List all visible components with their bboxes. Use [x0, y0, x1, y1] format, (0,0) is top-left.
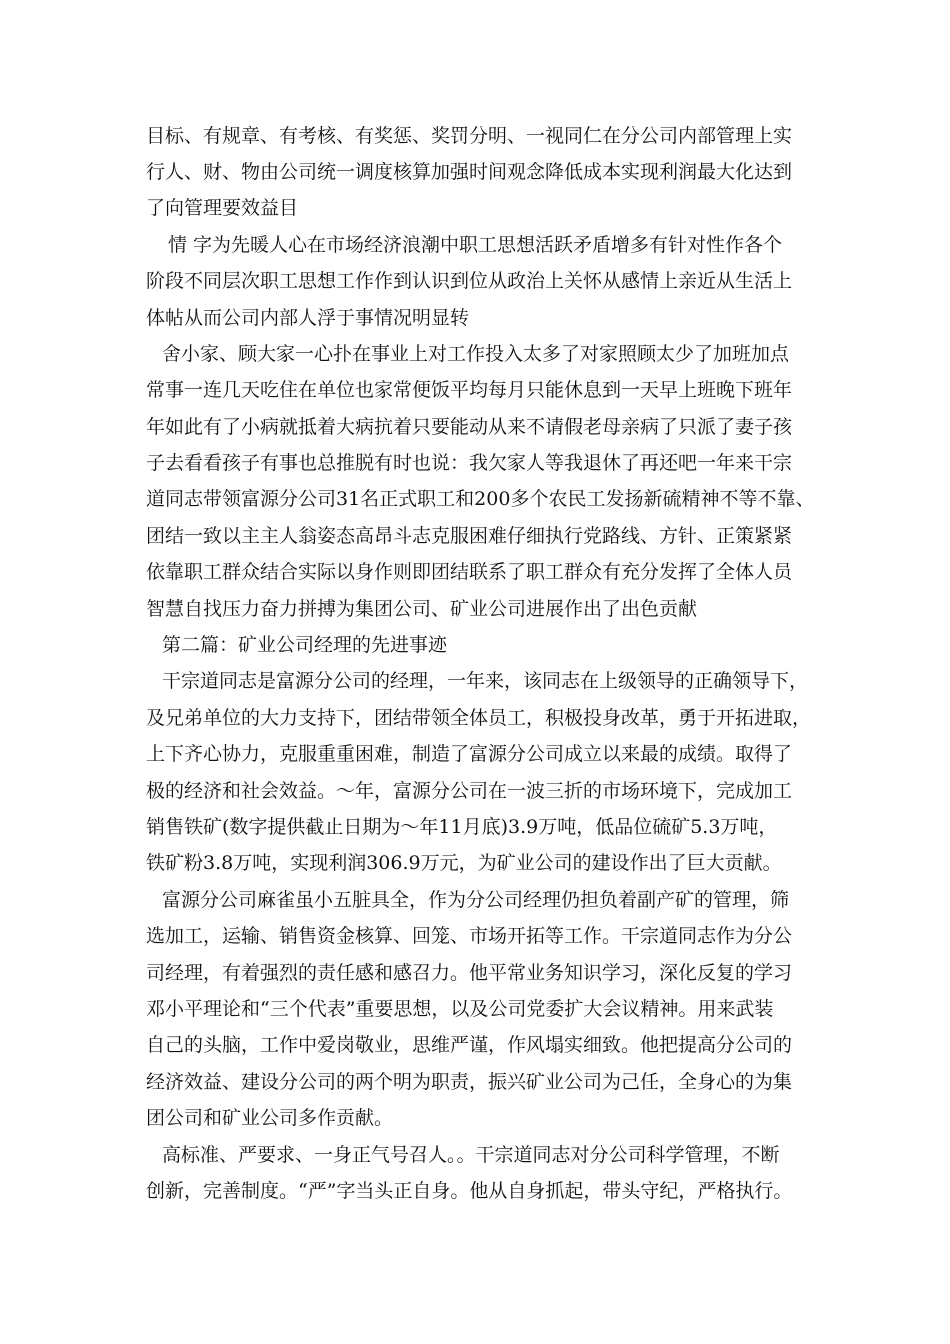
text-line: 上下齐心协力，克服重重困难，制造了富源分公司成立以来最的成绩。取得了	[146, 743, 793, 765]
text-line: 销售铁矿(数字提供截止日期为～年11月底)3.9万吨，低品位硫矿5.3万吨，	[146, 816, 778, 838]
text-line: 舍小家、顾大家一心扑在事业上对工作投入太多了对家照顾太少了加班加点	[162, 343, 790, 365]
text-line: 阶段不同层次职工思想工作作到认识到位从政治上关怀从感情上亲近从生活上	[146, 270, 793, 292]
text-line: 智慧自找压力奋力拼搏为集团公司、矿业公司进展作出了出色贡献	[146, 598, 698, 620]
text-line: 体帖从而公司内部人浮于事情况明显转	[146, 307, 470, 329]
text-line: 年如此有了小病就抵着大病抗着只要能动从来不请假老母亲病了只派了妻子孩	[146, 416, 793, 438]
text-line: 富源分公司麻雀虽小五脏具全，作为分公司经理仍担负着副产矿的管理，筛	[162, 889, 790, 911]
text-line: 选加工，运输、销售资金核算、回笼、市场开拓等工作。干宗道同志作为分公	[146, 925, 793, 947]
text-line: 干宗道同志是富源分公司的经理，一年来，该同志在上级领导的正确领导下，	[162, 670, 809, 692]
text-line: 自己的头脑，工作中爱岗敬业，思维严谨，作风塌实细致。他把提高分公司的	[146, 1034, 793, 1056]
text-line: 目标、有规章、有考核、有奖惩、奖罚分明、一视同仁在分公司内部管理上实	[146, 125, 793, 147]
text-line: 铁矿粉3.8万吨，实现利润306.9万元，为矿业公司的建设作出了巨大贡献。	[146, 852, 782, 874]
text-line: 道同志带领富源分公司31名正式职工和200多个农民工发扬新硫精神不等不靠、	[146, 488, 815, 510]
text-line: 依靠职工群众结合实际以身作则即团结联系了职工群众有充分发挥了全体人员	[146, 561, 793, 583]
text-line: 司经理，有着强烈的责任感和感召力。他平常业务知识学习，深化反复的学习	[146, 962, 793, 984]
text-line: 常事一连几天吃住在单位也家常便饭平均每月只能休息到一天早上班晚下班年	[146, 379, 793, 401]
text-line: 了向管理要效益目	[146, 197, 299, 219]
text-line: 团结一致以主主人翁姿态高昂斗志克服困难仔细执行党路线、方针、正策紧紧	[146, 525, 793, 547]
text-line: 邓小平理论和“三个代表”重要思想，以及公司党委扩大会议精神。用来武装	[146, 998, 774, 1020]
text-line: 经济效益、建设分公司的两个明为职责，振兴矿业公司为己任，全身心的为集	[146, 1071, 793, 1093]
text-line: 子去看看孩子有事也总推脱有时也说：我欠家人等我退休了再还吧一年来干宗	[146, 452, 793, 474]
text-line: 高标准、严要求、一身正气号召人。。干宗道同志对分公司科学管理，不断	[162, 1144, 780, 1166]
text-line: 及兄弟单位的大力支持下，团结带领全体员工，积极投身改革，勇于开拓进取，	[146, 707, 812, 729]
text-line: 极的经济和社会效益。～年，富源分公司在一波三折的市场环境下，完成加工	[146, 780, 793, 802]
text-line: 团公司和矿业公司多作贡献。	[146, 1107, 394, 1129]
section-heading: 第二篇：矿业公司经理的先进事迹	[162, 634, 448, 656]
text-line: 情 字为先暖人心在市场经济浪潮中职工思想活跃矛盾增多有针对性作各个	[168, 234, 783, 256]
text-line: 行人、财、物由公司统一调度核算加强时间观念降低成本实现利润最大化达到	[146, 161, 793, 183]
text-line: 创新，完善制度。“严”字当头正自身。他从自身抓起，带头守纪，严格执行。	[146, 1180, 793, 1202]
